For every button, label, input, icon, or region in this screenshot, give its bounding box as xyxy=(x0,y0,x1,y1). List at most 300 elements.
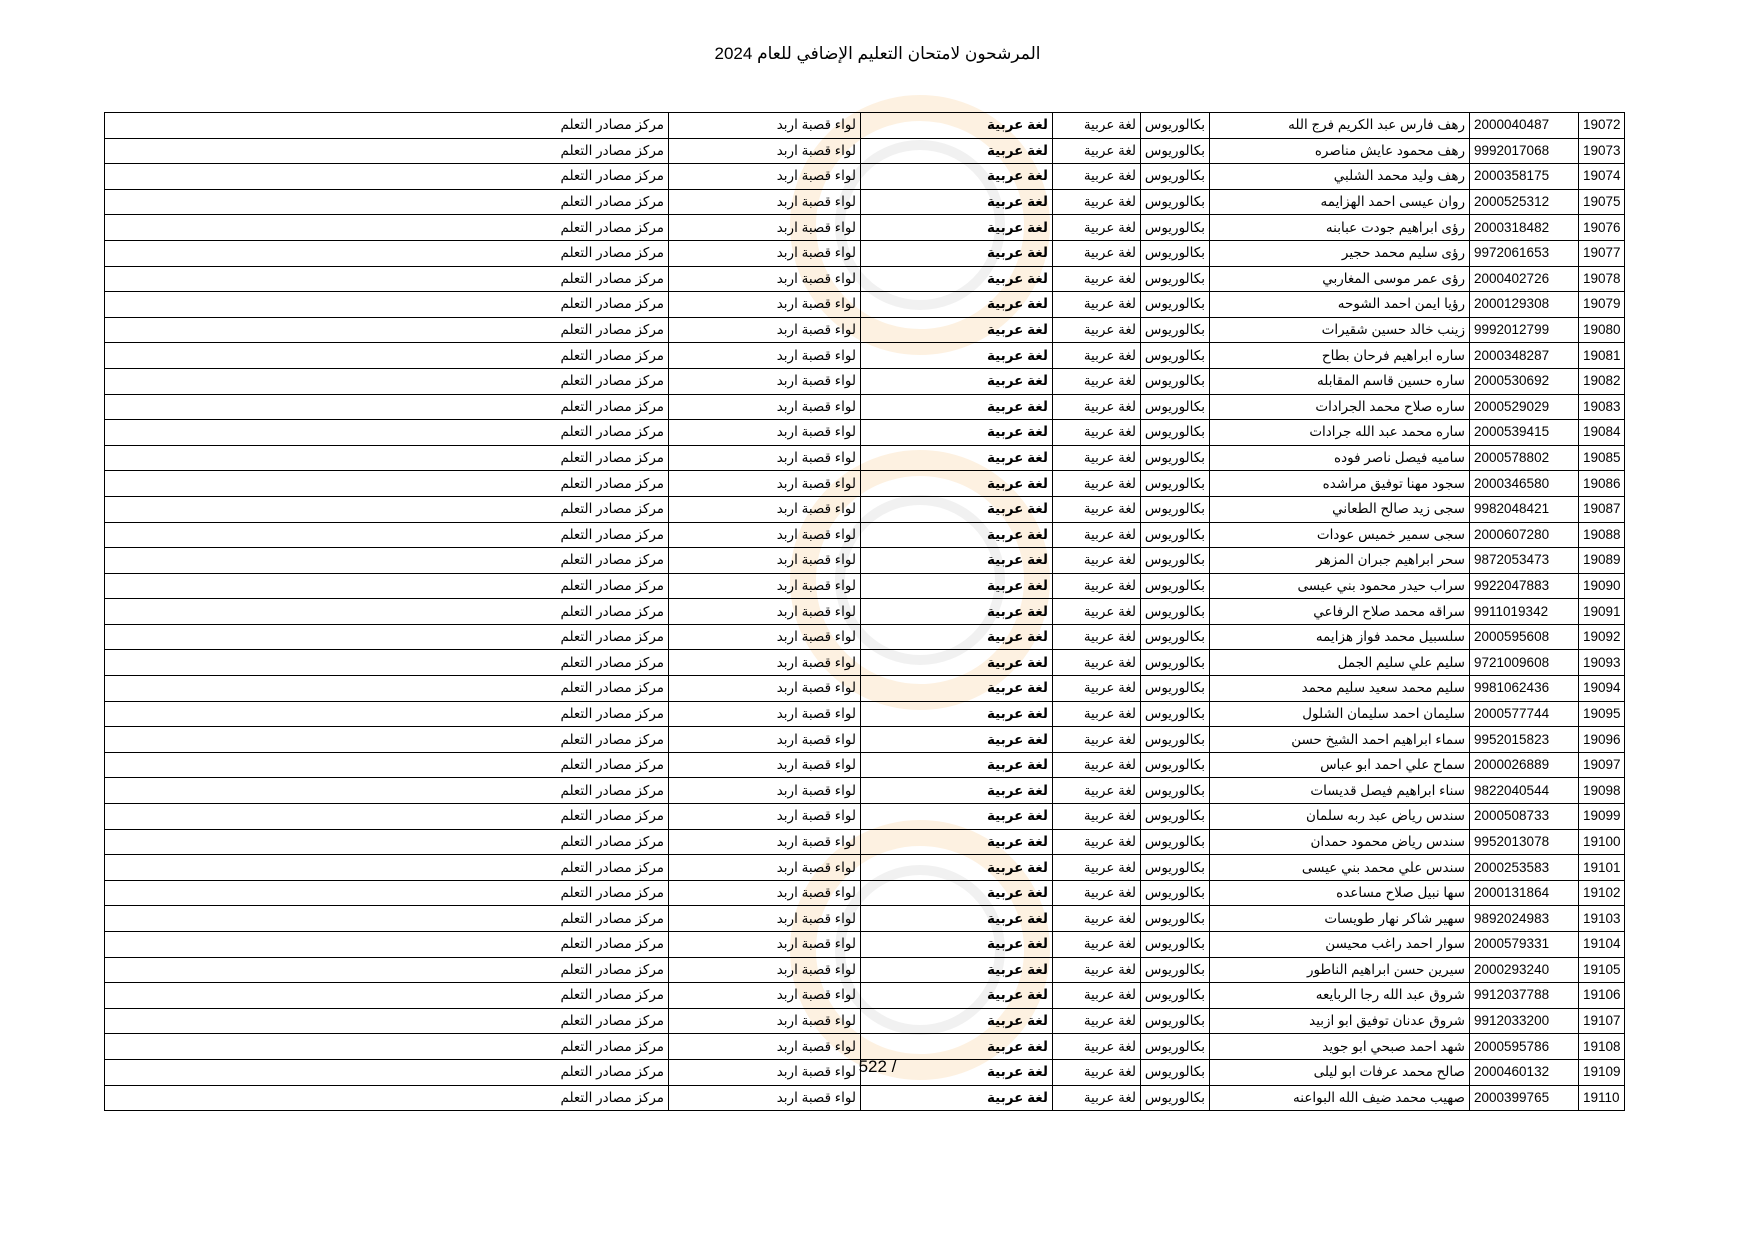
cell-exam-center: مركز مصادر التعلم xyxy=(105,240,669,266)
cell-sequence-number: 19088 xyxy=(1579,522,1625,548)
cell-sequence-number: 19074 xyxy=(1579,164,1625,190)
cell-specialization: لغة عربية xyxy=(1053,932,1141,958)
cell-exam-center: مركز مصادر التعلم xyxy=(105,778,669,804)
table-row xyxy=(105,880,1625,906)
cell-degree: بكالوريوس xyxy=(1141,957,1210,983)
cell-national-id: 2000358175 xyxy=(1470,164,1579,190)
cell-degree: بكالوريوس xyxy=(1141,983,1210,1009)
cell-sequence-number: 19090 xyxy=(1579,573,1625,599)
cell-exam-subject: لغة عربية xyxy=(861,906,1053,932)
cell-sequence-number: 19093 xyxy=(1579,650,1625,676)
cell-district: لواء قصبة اربد xyxy=(669,138,861,164)
table-row xyxy=(105,343,1625,369)
cell-exam-center: مركز مصادر التعلم xyxy=(105,138,669,164)
cell-specialization: لغة عربية xyxy=(1053,496,1141,522)
cell-exam-subject: لغة عربية xyxy=(861,804,1053,830)
table-row xyxy=(105,496,1625,522)
cell-degree: بكالوريوس xyxy=(1141,855,1210,881)
cell-specialization: لغة عربية xyxy=(1053,164,1141,190)
cell-specialization: لغة عربية xyxy=(1053,240,1141,266)
cell-specialization: لغة عربية xyxy=(1053,138,1141,164)
cell-national-id: 2000607280 xyxy=(1470,522,1579,548)
table-row xyxy=(105,522,1625,548)
cell-degree: بكالوريوس xyxy=(1141,445,1210,471)
cell-national-id: 2000348287 xyxy=(1470,343,1579,369)
cell-specialization: لغة عربية xyxy=(1053,368,1141,394)
cell-candidate-name: سحر ابراهيم جبران المزهر xyxy=(1210,548,1470,574)
cell-candidate-name: شهد احمد صبحي ابو جويد xyxy=(1210,1034,1470,1060)
cell-sequence-number: 19094 xyxy=(1579,676,1625,702)
cell-candidate-name: سجى سمير خميس عودات xyxy=(1210,522,1470,548)
cell-exam-subject: لغة عربية xyxy=(861,855,1053,881)
cell-sequence-number: 19109 xyxy=(1579,1059,1625,1085)
cell-candidate-name: رؤى عمر موسى المغاربي xyxy=(1210,266,1470,292)
cell-exam-subject: لغة عربية xyxy=(861,368,1053,394)
cell-candidate-name: سناء ابراهيم فيصل قديسات xyxy=(1210,778,1470,804)
cell-exam-center: مركز مصادر التعلم xyxy=(105,1008,669,1034)
cell-exam-center: مركز مصادر التعلم xyxy=(105,420,669,446)
table-row xyxy=(105,1034,1625,1060)
cell-national-id: 2000293240 xyxy=(1470,957,1579,983)
cell-national-id: 2000539415 xyxy=(1470,420,1579,446)
cell-national-id: 2000530692 xyxy=(1470,368,1579,394)
page-title: المرشحون لامتحان التعليم الإضافي للعام 2024 xyxy=(714,44,1041,63)
cell-national-id: 2000318482 xyxy=(1470,215,1579,241)
cell-exam-subject: لغة عربية xyxy=(861,496,1053,522)
cell-degree: بكالوريوس xyxy=(1141,113,1210,139)
cell-degree: بكالوريوس xyxy=(1141,932,1210,958)
cell-sequence-number: 19082 xyxy=(1579,368,1625,394)
table-row xyxy=(105,471,1625,497)
cell-district: لواء قصبة اربد xyxy=(669,573,861,599)
cell-exam-center: مركز مصادر التعلم xyxy=(105,906,669,932)
cell-exam-subject: لغة عربية xyxy=(861,983,1053,1009)
table-row xyxy=(105,292,1625,318)
table-row xyxy=(105,1085,1625,1111)
cell-candidate-name: روان عيسى احمد الهزايمه xyxy=(1210,189,1470,215)
cell-national-id: 2000399765 xyxy=(1470,1085,1579,1111)
cell-specialization: لغة عربية xyxy=(1053,855,1141,881)
cell-exam-subject: لغة عربية xyxy=(861,624,1053,650)
cell-national-id: 2000529029 xyxy=(1470,394,1579,420)
table-row xyxy=(105,701,1625,727)
cell-exam-center: مركز مصادر التعلم xyxy=(105,1059,669,1085)
cell-exam-center: مركز مصادر التعلم xyxy=(105,343,669,369)
cell-specialization: لغة عربية xyxy=(1053,113,1141,139)
cell-exam-center: مركز مصادر التعلم xyxy=(105,215,669,241)
cell-exam-center: مركز مصادر التعلم xyxy=(105,1085,669,1111)
cell-specialization: لغة عربية xyxy=(1053,445,1141,471)
cell-exam-subject: لغة عربية xyxy=(861,573,1053,599)
cell-district: لواء قصبة اربد xyxy=(669,855,861,881)
cell-candidate-name: سراب حيدر محمود بني عيسى xyxy=(1210,573,1470,599)
cell-exam-center: مركز مصادر التعلم xyxy=(105,624,669,650)
cell-exam-subject: لغة عربية xyxy=(861,599,1053,625)
cell-specialization: لغة عربية xyxy=(1053,1085,1141,1111)
cell-district: لواء قصبة اربد xyxy=(669,932,861,958)
cell-exam-subject: لغة عربية xyxy=(861,650,1053,676)
cell-degree: بكالوريوس xyxy=(1141,343,1210,369)
table-row xyxy=(105,983,1625,1009)
cell-degree: بكالوريوس xyxy=(1141,778,1210,804)
cell-exam-subject: لغة عربية xyxy=(861,471,1053,497)
cell-candidate-name: سماح علي احمد ابو عباس xyxy=(1210,752,1470,778)
cell-candidate-name: ساره حسين قاسم المقابله xyxy=(1210,368,1470,394)
cell-degree: بكالوريوس xyxy=(1141,880,1210,906)
cell-exam-center: مركز مصادر التعلم xyxy=(105,932,669,958)
table-row xyxy=(105,778,1625,804)
cell-district: لواء قصبة اربد xyxy=(669,650,861,676)
cell-candidate-name: سراقه محمد صلاح الرفاعي xyxy=(1210,599,1470,625)
cell-sequence-number: 19084 xyxy=(1579,420,1625,446)
cell-national-id: 2000346580 xyxy=(1470,471,1579,497)
cell-exam-center: مركز مصادر التعلم xyxy=(105,317,669,343)
cell-specialization: لغة عربية xyxy=(1053,906,1141,932)
cell-degree: بكالوريوس xyxy=(1141,368,1210,394)
cell-sequence-number: 19102 xyxy=(1579,880,1625,906)
cell-district: لواء قصبة اربد xyxy=(669,317,861,343)
table-row xyxy=(105,445,1625,471)
cell-specialization: لغة عربية xyxy=(1053,215,1141,241)
cell-candidate-name: سجى زيد صالح الطعاني xyxy=(1210,496,1470,522)
cell-degree: بكالوريوس xyxy=(1141,650,1210,676)
cell-district: لواء قصبة اربد xyxy=(669,778,861,804)
cell-national-id: 2000253583 xyxy=(1470,855,1579,881)
cell-degree: بكالوريوس xyxy=(1141,829,1210,855)
cell-specialization: لغة عربية xyxy=(1053,420,1141,446)
cell-candidate-name: سليمان احمد سليمان الشلول xyxy=(1210,701,1470,727)
cell-degree: بكالوريوس xyxy=(1141,266,1210,292)
cell-candidate-name: صهيب محمد ضيف الله البواعنه xyxy=(1210,1085,1470,1111)
cell-exam-subject: لغة عربية xyxy=(861,317,1053,343)
cell-exam-subject: لغة عربية xyxy=(861,752,1053,778)
cell-exam-center: مركز مصادر التعلم xyxy=(105,1034,669,1060)
cell-district: لواء قصبة اربد xyxy=(669,727,861,753)
table-row xyxy=(105,113,1625,139)
cell-degree: بكالوريوس xyxy=(1141,471,1210,497)
cell-exam-center: مركز مصادر التعلم xyxy=(105,804,669,830)
cell-sequence-number: 19081 xyxy=(1579,343,1625,369)
cell-candidate-name: رهف فارس عبد الكريم فرج الله xyxy=(1210,113,1470,139)
cell-district: لواء قصبة اربد xyxy=(669,880,861,906)
cell-degree: بكالوريوس xyxy=(1141,420,1210,446)
cell-degree: بكالوريوس xyxy=(1141,804,1210,830)
cell-exam-center: مركز مصادر التعلم xyxy=(105,471,669,497)
cell-national-id: 2000026889 xyxy=(1470,752,1579,778)
cell-exam-center: مركز مصادر التعلم xyxy=(105,266,669,292)
cell-specialization: لغة عربية xyxy=(1053,573,1141,599)
cell-specialization: لغة عربية xyxy=(1053,471,1141,497)
cell-national-id: 2000525312 xyxy=(1470,189,1579,215)
cell-exam-subject: لغة عربية xyxy=(861,138,1053,164)
cell-national-id: 2000595786 xyxy=(1470,1034,1579,1060)
cell-exam-subject: لغة عربية xyxy=(861,676,1053,702)
cell-district: لواء قصبة اربد xyxy=(669,599,861,625)
cell-specialization: لغة عربية xyxy=(1053,599,1141,625)
cell-exam-center: مركز مصادر التعلم xyxy=(105,113,669,139)
cell-sequence-number: 19079 xyxy=(1579,292,1625,318)
cell-national-id: 9721009608 xyxy=(1470,650,1579,676)
cell-sequence-number: 19100 xyxy=(1579,829,1625,855)
cell-specialization: لغة عربية xyxy=(1053,266,1141,292)
cell-national-id: 9952013078 xyxy=(1470,829,1579,855)
cell-candidate-name: رهف وليد محمد الشلبي xyxy=(1210,164,1470,190)
cell-district: لواء قصبة اربد xyxy=(669,292,861,318)
table-row xyxy=(105,650,1625,676)
cell-specialization: لغة عربية xyxy=(1053,957,1141,983)
cell-degree: بكالوريوس xyxy=(1141,727,1210,753)
table-row xyxy=(105,1008,1625,1034)
cell-sequence-number: 19097 xyxy=(1579,752,1625,778)
cell-degree: بكالوريوس xyxy=(1141,701,1210,727)
cell-degree: بكالوريوس xyxy=(1141,522,1210,548)
cell-sequence-number: 19072 xyxy=(1579,113,1625,139)
cell-exam-subject: لغة عربية xyxy=(861,343,1053,369)
cell-national-id: 2000577744 xyxy=(1470,701,1579,727)
cell-district: لواء قصبة اربد xyxy=(669,420,861,446)
cell-degree: بكالوريوس xyxy=(1141,138,1210,164)
cell-national-id: 9912037788 xyxy=(1470,983,1579,1009)
cell-district: لواء قصبة اربد xyxy=(669,957,861,983)
cell-sequence-number: 19085 xyxy=(1579,445,1625,471)
cell-district: لواء قصبة اربد xyxy=(669,164,861,190)
cell-district: لواء قصبة اربد xyxy=(669,445,861,471)
cell-national-id: 9922047883 xyxy=(1470,573,1579,599)
cell-district: لواء قصبة اربد xyxy=(669,906,861,932)
cell-specialization: لغة عربية xyxy=(1053,650,1141,676)
cell-sequence-number: 19078 xyxy=(1579,266,1625,292)
table-row xyxy=(105,266,1625,292)
cell-national-id: 2000579331 xyxy=(1470,932,1579,958)
cell-specialization: لغة عربية xyxy=(1053,829,1141,855)
cell-exam-center: مركز مصادر التعلم xyxy=(105,548,669,574)
cell-candidate-name: سندس رياض عبد ربه سلمان xyxy=(1210,804,1470,830)
cell-national-id: 9822040544 xyxy=(1470,778,1579,804)
cell-exam-center: مركز مصادر التعلم xyxy=(105,445,669,471)
cell-exam-center: مركز مصادر التعلم xyxy=(105,957,669,983)
cell-candidate-name: رؤى ابراهيم جودت عبابنه xyxy=(1210,215,1470,241)
cell-exam-subject: لغة عربية xyxy=(861,420,1053,446)
cell-sequence-number: 19089 xyxy=(1579,548,1625,574)
cell-exam-subject: لغة عربية xyxy=(861,394,1053,420)
cell-candidate-name: سندس رياض محمود حمدان xyxy=(1210,829,1470,855)
cell-national-id: 2000578802 xyxy=(1470,445,1579,471)
cell-sequence-number: 19087 xyxy=(1579,496,1625,522)
cell-district: لواء قصبة اربد xyxy=(669,983,861,1009)
cell-national-id: 2000508733 xyxy=(1470,804,1579,830)
cell-exam-center: مركز مصادر التعلم xyxy=(105,496,669,522)
table-row xyxy=(105,804,1625,830)
cell-exam-center: مركز مصادر التعلم xyxy=(105,189,669,215)
cell-national-id: 9912033200 xyxy=(1470,1008,1579,1034)
cell-exam-subject: لغة عربية xyxy=(861,1034,1053,1060)
cell-district: لواء قصبة اربد xyxy=(669,496,861,522)
cell-sequence-number: 19106 xyxy=(1579,983,1625,1009)
cell-sequence-number: 19076 xyxy=(1579,215,1625,241)
cell-specialization: لغة عربية xyxy=(1053,394,1141,420)
cell-sequence-number: 19095 xyxy=(1579,701,1625,727)
cell-degree: بكالوريوس xyxy=(1141,599,1210,625)
cell-district: لواء قصبة اربد xyxy=(669,1085,861,1111)
cell-exam-center: مركز مصادر التعلم xyxy=(105,727,669,753)
table-row xyxy=(105,164,1625,190)
cell-exam-center: مركز مصادر التعلم xyxy=(105,599,669,625)
cell-exam-subject: لغة عربية xyxy=(861,778,1053,804)
cell-specialization: لغة عربية xyxy=(1053,317,1141,343)
cell-degree: بكالوريوس xyxy=(1141,1034,1210,1060)
cell-specialization: لغة عربية xyxy=(1053,624,1141,650)
cell-candidate-name: رهف محمود عايش مناصره xyxy=(1210,138,1470,164)
cell-degree: بكالوريوس xyxy=(1141,240,1210,266)
cell-specialization: لغة عربية xyxy=(1053,1008,1141,1034)
cell-candidate-name: ساميه فيصل ناصر فوده xyxy=(1210,445,1470,471)
cell-exam-subject: لغة عربية xyxy=(861,932,1053,958)
cell-exam-center: مركز مصادر التعلم xyxy=(105,829,669,855)
cell-degree: بكالوريوس xyxy=(1141,394,1210,420)
cell-sequence-number: 19092 xyxy=(1579,624,1625,650)
table-row xyxy=(105,599,1625,625)
cell-exam-subject: لغة عربية xyxy=(861,548,1053,574)
candidates-table xyxy=(104,112,1625,1111)
cell-sequence-number: 19108 xyxy=(1579,1034,1625,1060)
cell-exam-center: مركز مصادر التعلم xyxy=(105,650,669,676)
cell-district: لواء قصبة اربد xyxy=(669,752,861,778)
cell-specialization: لغة عربية xyxy=(1053,701,1141,727)
table-row xyxy=(105,548,1625,574)
cell-district: لواء قصبة اربد xyxy=(669,701,861,727)
cell-exam-center: مركز مصادر التعلم xyxy=(105,292,669,318)
cell-exam-subject: لغة عربية xyxy=(861,113,1053,139)
cell-exam-center: مركز مصادر التعلم xyxy=(105,676,669,702)
table-row xyxy=(105,676,1625,702)
cell-specialization: لغة عربية xyxy=(1053,189,1141,215)
cell-candidate-name: ساره صلاح محمد الجرادات xyxy=(1210,394,1470,420)
cell-national-id: 2000131864 xyxy=(1470,880,1579,906)
cell-candidate-name: سوار احمد راغب محيسن xyxy=(1210,932,1470,958)
cell-candidate-name: شروق عدنان توفيق ابو ازبيد xyxy=(1210,1008,1470,1034)
cell-specialization: لغة عربية xyxy=(1053,292,1141,318)
cell-district: لواء قصبة اربد xyxy=(669,343,861,369)
cell-district: لواء قصبة اربد xyxy=(669,266,861,292)
cell-exam-subject: لغة عربية xyxy=(861,1085,1053,1111)
cell-district: لواء قصبة اربد xyxy=(669,113,861,139)
page-number: 522 / xyxy=(858,1057,897,1076)
cell-exam-subject: لغة عربية xyxy=(861,727,1053,753)
cell-candidate-name: صالح محمد عرفات ابو ليلى xyxy=(1210,1059,1470,1085)
cell-candidate-name: سليم محمد سعيد سليم محمد xyxy=(1210,676,1470,702)
cell-district: لواء قصبة اربد xyxy=(669,394,861,420)
table-row xyxy=(105,855,1625,881)
cell-exam-subject: لغة عربية xyxy=(861,240,1053,266)
cell-district: لواء قصبة اربد xyxy=(669,624,861,650)
cell-exam-subject: لغة عربية xyxy=(861,189,1053,215)
cell-district: لواء قصبة اربد xyxy=(669,1008,861,1034)
cell-exam-center: مركز مصادر التعلم xyxy=(105,522,669,548)
cell-degree: بكالوريوس xyxy=(1141,548,1210,574)
cell-district: لواء قصبة اربد xyxy=(669,676,861,702)
cell-national-id: 9992012799 xyxy=(1470,317,1579,343)
cell-national-id: 9992017068 xyxy=(1470,138,1579,164)
cell-candidate-name: سماء ابراهيم احمد الشيخ حسن xyxy=(1210,727,1470,753)
cell-specialization: لغة عربية xyxy=(1053,752,1141,778)
cell-candidate-name: رؤيا ايمن احمد الشوحه xyxy=(1210,292,1470,318)
cell-sequence-number: 19099 xyxy=(1579,804,1625,830)
cell-degree: بكالوريوس xyxy=(1141,189,1210,215)
cell-national-id: 9982048421 xyxy=(1470,496,1579,522)
cell-degree: بكالوريوس xyxy=(1141,317,1210,343)
cell-district: لواء قصبة اربد xyxy=(669,189,861,215)
cell-sequence-number: 19091 xyxy=(1579,599,1625,625)
cell-national-id: 2000402726 xyxy=(1470,266,1579,292)
cell-exam-center: مركز مصادر التعلم xyxy=(105,752,669,778)
cell-candidate-name: سجود مهنا توفيق مراشده xyxy=(1210,471,1470,497)
cell-exam-center: مركز مصادر التعلم xyxy=(105,701,669,727)
cell-exam-subject: لغة عربية xyxy=(861,701,1053,727)
table-row xyxy=(105,394,1625,420)
cell-exam-subject: لغة عربية xyxy=(861,522,1053,548)
cell-district: لواء قصبة اربد xyxy=(669,240,861,266)
cell-candidate-name: سيرين حسن ابراهيم الناطور xyxy=(1210,957,1470,983)
cell-specialization: لغة عربية xyxy=(1053,804,1141,830)
cell-degree: بكالوريوس xyxy=(1141,164,1210,190)
cell-national-id: 2000129308 xyxy=(1470,292,1579,318)
cell-district: لواء قصبة اربد xyxy=(669,829,861,855)
cell-district: لواء قصبة اربد xyxy=(669,215,861,241)
cell-specialization: لغة عربية xyxy=(1053,522,1141,548)
cell-district: لواء قصبة اربد xyxy=(669,804,861,830)
cell-degree: بكالوريوس xyxy=(1141,676,1210,702)
cell-specialization: لغة عربية xyxy=(1053,1034,1141,1060)
cell-district: لواء قصبة اربد xyxy=(669,368,861,394)
cell-sequence-number: 19103 xyxy=(1579,906,1625,932)
cell-exam-subject: لغة عربية xyxy=(861,829,1053,855)
cell-exam-subject: لغة عربية xyxy=(861,164,1053,190)
cell-sequence-number: 19073 xyxy=(1579,138,1625,164)
table-row xyxy=(105,240,1625,266)
cell-exam-center: مركز مصادر التعلم xyxy=(105,855,669,881)
cell-exam-center: مركز مصادر التعلم xyxy=(105,394,669,420)
cell-exam-center: مركز مصادر التعلم xyxy=(105,880,669,906)
table-row xyxy=(105,932,1625,958)
cell-specialization: لغة عربية xyxy=(1053,778,1141,804)
cell-sequence-number: 19075 xyxy=(1579,189,1625,215)
cell-exam-center: مركز مصادر التعلم xyxy=(105,573,669,599)
cell-degree: بكالوريوس xyxy=(1141,573,1210,599)
cell-degree: بكالوريوس xyxy=(1141,496,1210,522)
cell-candidate-name: ساره ابراهيم فرحان بطاح xyxy=(1210,343,1470,369)
cell-national-id: 9981062436 xyxy=(1470,676,1579,702)
cell-exam-subject: لغة عربية xyxy=(861,215,1053,241)
cell-specialization: لغة عربية xyxy=(1053,1059,1141,1085)
cell-degree: بكالوريوس xyxy=(1141,906,1210,932)
cell-district: لواء قصبة اربد xyxy=(669,522,861,548)
cell-candidate-name: سلسبيل محمد فواز هزايمه xyxy=(1210,624,1470,650)
cell-exam-subject: لغة عربية xyxy=(861,880,1053,906)
table-row xyxy=(105,138,1625,164)
cell-district: لواء قصبة اربد xyxy=(669,471,861,497)
cell-national-id: 2000040487 xyxy=(1470,113,1579,139)
cell-degree: بكالوريوس xyxy=(1141,1059,1210,1085)
cell-sequence-number: 19083 xyxy=(1579,394,1625,420)
cell-degree: بكالوريوس xyxy=(1141,292,1210,318)
cell-national-id: 9872053473 xyxy=(1470,548,1579,574)
table-row xyxy=(105,368,1625,394)
cell-exam-subject: لغة عربية xyxy=(861,292,1053,318)
cell-sequence-number: 19104 xyxy=(1579,932,1625,958)
cell-district: لواء قصبة اربد xyxy=(669,1034,861,1060)
cell-national-id: 9911019342 xyxy=(1470,599,1579,625)
cell-degree: بكالوريوس xyxy=(1141,1085,1210,1111)
